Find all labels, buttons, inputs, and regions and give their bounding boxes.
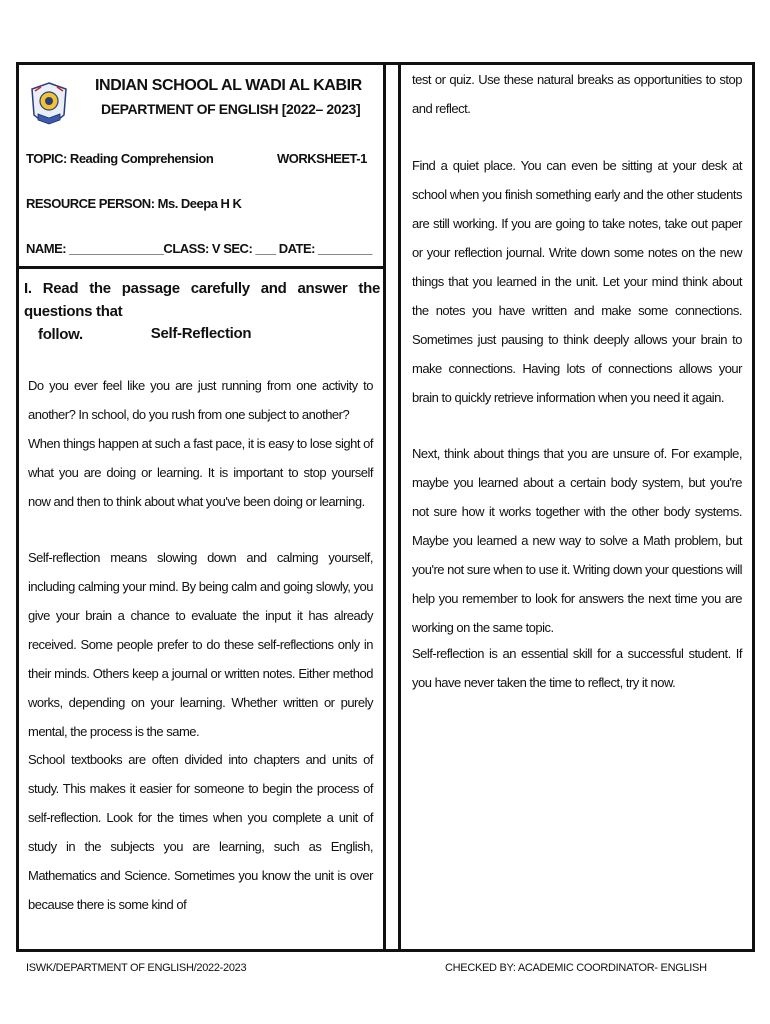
department-title: DEPARTMENT OF ENGLISH [2022– 2023] [101,101,361,117]
footer-checked-by: CHECKED BY: ACADEMIC COORDINATOR- ENGLISH [445,962,707,974]
passage-paragraph: When things happen at such a fast pace, it is easy to lose sight of what you are doing or learning. It is important to stop yourself now and then to think about what you've been doing or learning. [28,436,373,509]
school-emblem-icon [29,81,69,131]
passage-paragraph: Next, think about things that you are unsure of. For example, maybe you learned about a certain body system, but you're not sure how it works together with the other body systems. Maybe you learned a new way to solve a Math problem, but you're not sure when to use it. Writing down your questions will help you remember to look for answers the next time you are working on the same topic. [412,446,742,635]
worksheet-frame [16,62,755,952]
passage-title: Self-Reflection [150,325,252,342]
instruction-line-2: follow. [38,326,83,343]
worksheet-header [19,65,383,269]
worksheet-number: WORKSHEET-1 [277,151,367,166]
passage-paragraph: School textbooks are often divided into chapters and units of study. This makes it easier for someone to begin the process of self-reflection. Look for the times when you complete a unit of study in the subjects you are learning, such as English, Mathematics and Science. Sometimes you know the unit is over because there is some kind of [28,752,373,912]
student-details-row: NAME: ______________CLASS: V SEC: ___ DATE: ________ [26,241,372,256]
topic-label: TOPIC: Reading Comprehension [26,151,214,166]
passage-paragraph: Do you ever feel like you are just running from one activity to another? In school, do you rush from one subject to another? [28,378,373,422]
passage-paragraph: test or quiz. Use these natural breaks as opportunities to stop and reflect. [412,72,742,116]
column-divider-right [398,65,401,949]
passage-paragraph: Find a quiet place. You can even be sitting at your desk at school when you finish something early and the other students are still working. If you are going to take notes, take out paper or your reflection journal. Write down some notes on the new things that you learned in the unit. Let your mind think about the notes you have written and make some connections. Sometimes just pausing to think deeply allows your brain to make connections. Having lots of connections allows your brain to quickly retrieve information when you need it again. [412,158,742,405]
footer-department: ISWK/DEPARTMENT OF ENGLISH/2022-2023 [26,962,247,974]
column-divider-left [383,65,386,949]
passage-paragraph: Self-reflection is an essential skill for a successful student. If you have never taken the time to reflect, try it now. [412,646,742,690]
resource-person: RESOURCE PERSON: Ms. Deepa H K [26,196,242,211]
instruction-line-1: I. Read the passage carefully and answer the questions that [24,280,380,320]
passage-paragraph: Self-reflection means slowing down and calming yourself, including calming your mind. By being calm and going slowly, you give your brain a chance to evaluate the input it has already received. Some people prefer to do these self-reflections only in their minds. Others keep a journal or written notes. Either method works, depending on your learning. Whether written or purely mental, the process is the same. [28,550,373,739]
school-name: INDIAN SCHOOL AL WADI AL KABIR [95,77,362,94]
left-column [19,65,383,949]
